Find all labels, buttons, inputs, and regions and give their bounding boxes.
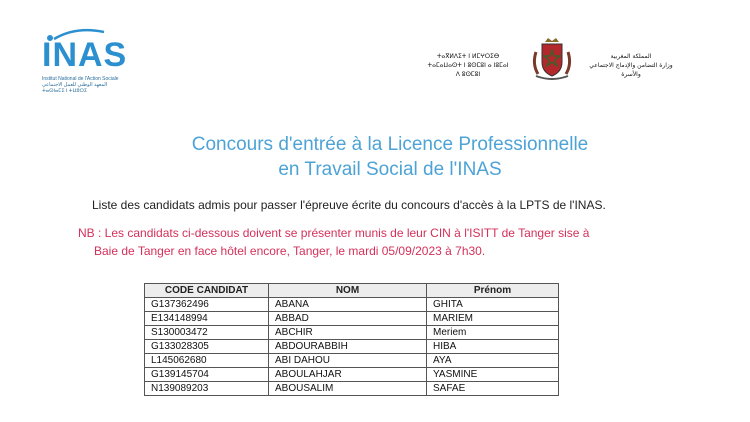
table-row bbox=[145, 340, 559, 354]
cell-prenom: HIBA bbox=[427, 340, 559, 354]
cell-nom: ABOUSALIM bbox=[269, 382, 427, 396]
intro-text: Liste des candidats admis pour passer l'épreuve écrite du concours d'accès à la LPTS de l'INAS. bbox=[92, 198, 606, 212]
cell-code: S130003472 bbox=[145, 326, 269, 340]
table-row bbox=[145, 382, 559, 396]
cell-code: N139089203 bbox=[145, 382, 269, 396]
table-row bbox=[145, 312, 559, 326]
cell-prenom: AYA bbox=[427, 354, 559, 368]
cell-prenom: MARIEM bbox=[427, 312, 559, 326]
cell-code: L145062680 bbox=[145, 354, 269, 368]
cell-code: G137362496 bbox=[145, 298, 269, 312]
logo-wordmark: INAS bbox=[42, 36, 128, 74]
header-nom: NOM bbox=[269, 284, 427, 298]
cell-prenom: GHITA bbox=[427, 298, 559, 312]
header-prenom: Prénom bbox=[427, 284, 559, 298]
cell-prenom: SAFAE bbox=[427, 382, 559, 396]
cell-code: G139145704 bbox=[145, 368, 269, 382]
candidates-table bbox=[144, 283, 559, 396]
cell-nom: ABANA bbox=[269, 298, 427, 312]
coat-of-arms-icon bbox=[528, 36, 576, 82]
cell-code: G133028305 bbox=[145, 340, 269, 354]
table-row bbox=[145, 326, 559, 340]
cell-nom: ABCHIR bbox=[269, 326, 427, 340]
cell-nom: ABOULAHJAR bbox=[269, 368, 427, 382]
document-title: Concours d'entrée à la Licence Professionnelle en Travail Social de l'INAS bbox=[191, 134, 589, 180]
nb-notice: NB : Les candidats ci-dessous doivent se présenter munis de leur CIN à l'ISITT de Tanger sise à Baie de Tanger en face hôtel encore, Tanger, le mardi 05/09/2023 à 7h30. bbox=[78, 226, 590, 258]
table-row bbox=[145, 354, 559, 368]
table-header-row bbox=[145, 284, 559, 298]
cell-nom: ABDOURABBIH bbox=[269, 340, 427, 354]
table-row bbox=[145, 368, 559, 382]
cell-prenom: Meriem bbox=[427, 326, 559, 340]
cell-code: E134148994 bbox=[145, 312, 269, 326]
logo-subtitle: Institut National de l'Action Sociale المعهد الوطني للعمل الاجتماعي ⵜⴰⵙⵏⴰⵎⵉ ⵏ ⵜⵡⵓⵔⵉ bbox=[42, 76, 119, 94]
ministry-name-arabic: المملكة المغربية وزارة التضامن والإدماج الاجتماعي والأسرة bbox=[589, 53, 673, 78]
cell-prenom: YASMINE bbox=[427, 368, 559, 382]
kingdom-name-tifinagh: ⵜⴰⴳⵍⴷⵉⵜ ⵏ ⵍⵎⵖⵔⵉⴱ ⵜⴰⵎⴰⵡⴰⵙⵜ ⵏ ⵓⵙⵎⵓⵏ ⴰ ⵏⵓⵎⴰⵏ ⴷ ⵓⵙⵎⵓⵏ bbox=[427, 53, 509, 78]
cell-nom: ABI DAHOU bbox=[269, 354, 427, 368]
table-row bbox=[145, 298, 559, 312]
inas-logo bbox=[40, 24, 150, 94]
cell-nom: ABBAD bbox=[269, 312, 427, 326]
header-code: CODE CANDIDAT bbox=[145, 284, 269, 298]
